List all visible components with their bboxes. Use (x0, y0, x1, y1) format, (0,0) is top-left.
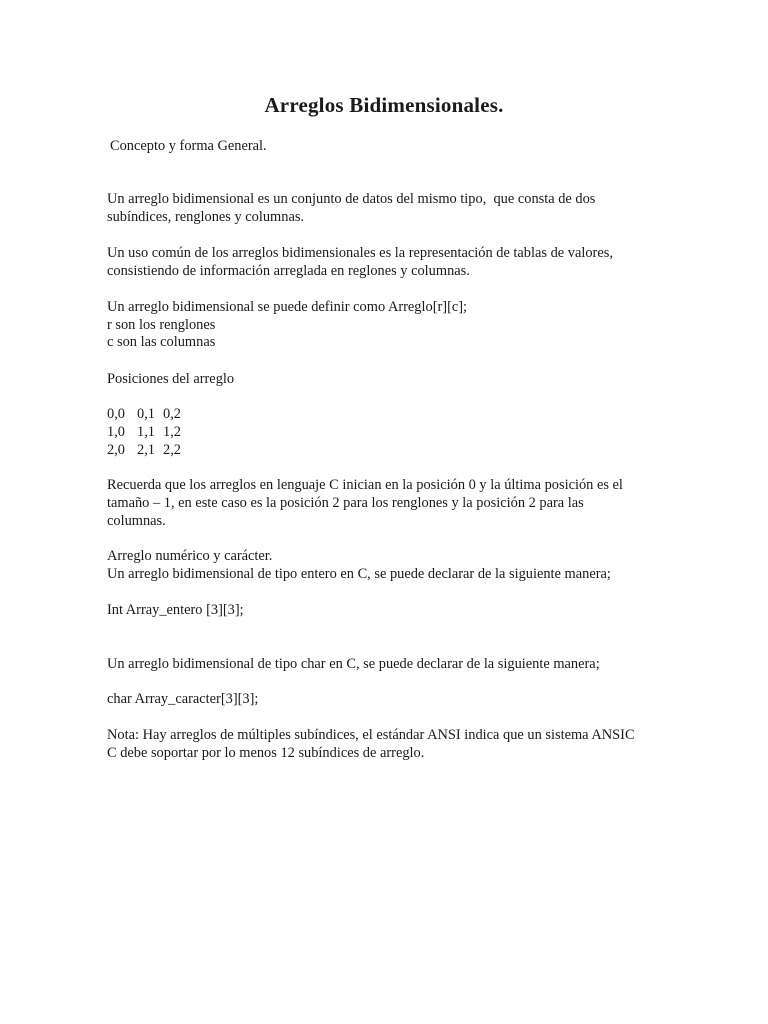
position-cell: 0,0 (107, 406, 125, 422)
code-int-declaration: Int Array_entero [3][3]; (107, 602, 244, 618)
paragraph-2-line-2: consistiendo de información arreglada en reglones y columnas. (107, 263, 470, 279)
note-line-2: C debe soportar por lo menos 12 subíndices de arreglo. (107, 745, 425, 761)
positions-heading: Posiciones del arreglo (107, 371, 235, 387)
paragraph-3-line-3: c son las columnas (107, 334, 216, 350)
section-subtitle: Concepto y forma General. (110, 138, 267, 154)
positions-row-2 (107, 441, 181, 459)
positions-row-1 (107, 423, 181, 441)
position-cell: 2,0 (107, 442, 125, 458)
paragraph-3-line-2: r son los renglones (107, 317, 216, 333)
position-cell: 0,1 (137, 406, 155, 422)
paragraph-4-line-2: tamaño – 1, en este caso es la posición 2 para los renglones y la posición 2 para las (107, 495, 584, 511)
position-cell: 2,1 (137, 442, 155, 458)
paragraph-4-line-1: Recuerda que los arreglos en lenguaje C inician en la posición 0 y la última posición es el (107, 477, 623, 493)
position-cell: 2,2 (163, 442, 181, 458)
note-line-1: Nota: Hay arreglos de múltiples subíndices, el estándar ANSI indica que un sistema ANSIC (107, 727, 635, 743)
position-cell: 1,2 (163, 424, 181, 440)
paragraph-5-line-2: Un arreglo bidimensional de tipo entero en C, se puede declarar de la siguiente manera; (107, 566, 611, 582)
paragraph-2-line-1: Un uso común de los arreglos bidimensionales es la representación de tablas de valores, (107, 245, 613, 261)
paragraph-6-line-1: Un arreglo bidimensional de tipo char en C, se puede declarar de la siguiente manera; (107, 656, 600, 672)
paragraph-1-line-1: Un arreglo bidimensional es un conjunto de datos del mismo tipo, que consta de dos (107, 191, 596, 207)
position-cell: 1,0 (107, 424, 125, 440)
paragraph-4-line-3: columnas. (107, 513, 166, 529)
paragraph-1-line-2: subíndices, renglones y columnas. (107, 209, 305, 225)
paragraph-3-line-1: Un arreglo bidimensional se puede definir como Arreglo[r][c]; (107, 299, 468, 315)
page-title: Arreglos Bidimensionales. (264, 93, 504, 117)
position-cell: 0,2 (163, 406, 181, 422)
position-cell: 1,1 (137, 424, 155, 440)
paragraph-5-line-1: Arreglo numérico y carácter. (107, 548, 273, 564)
code-char-declaration: char Array_caracter[3][3]; (107, 691, 259, 707)
positions-row-0 (107, 405, 181, 423)
